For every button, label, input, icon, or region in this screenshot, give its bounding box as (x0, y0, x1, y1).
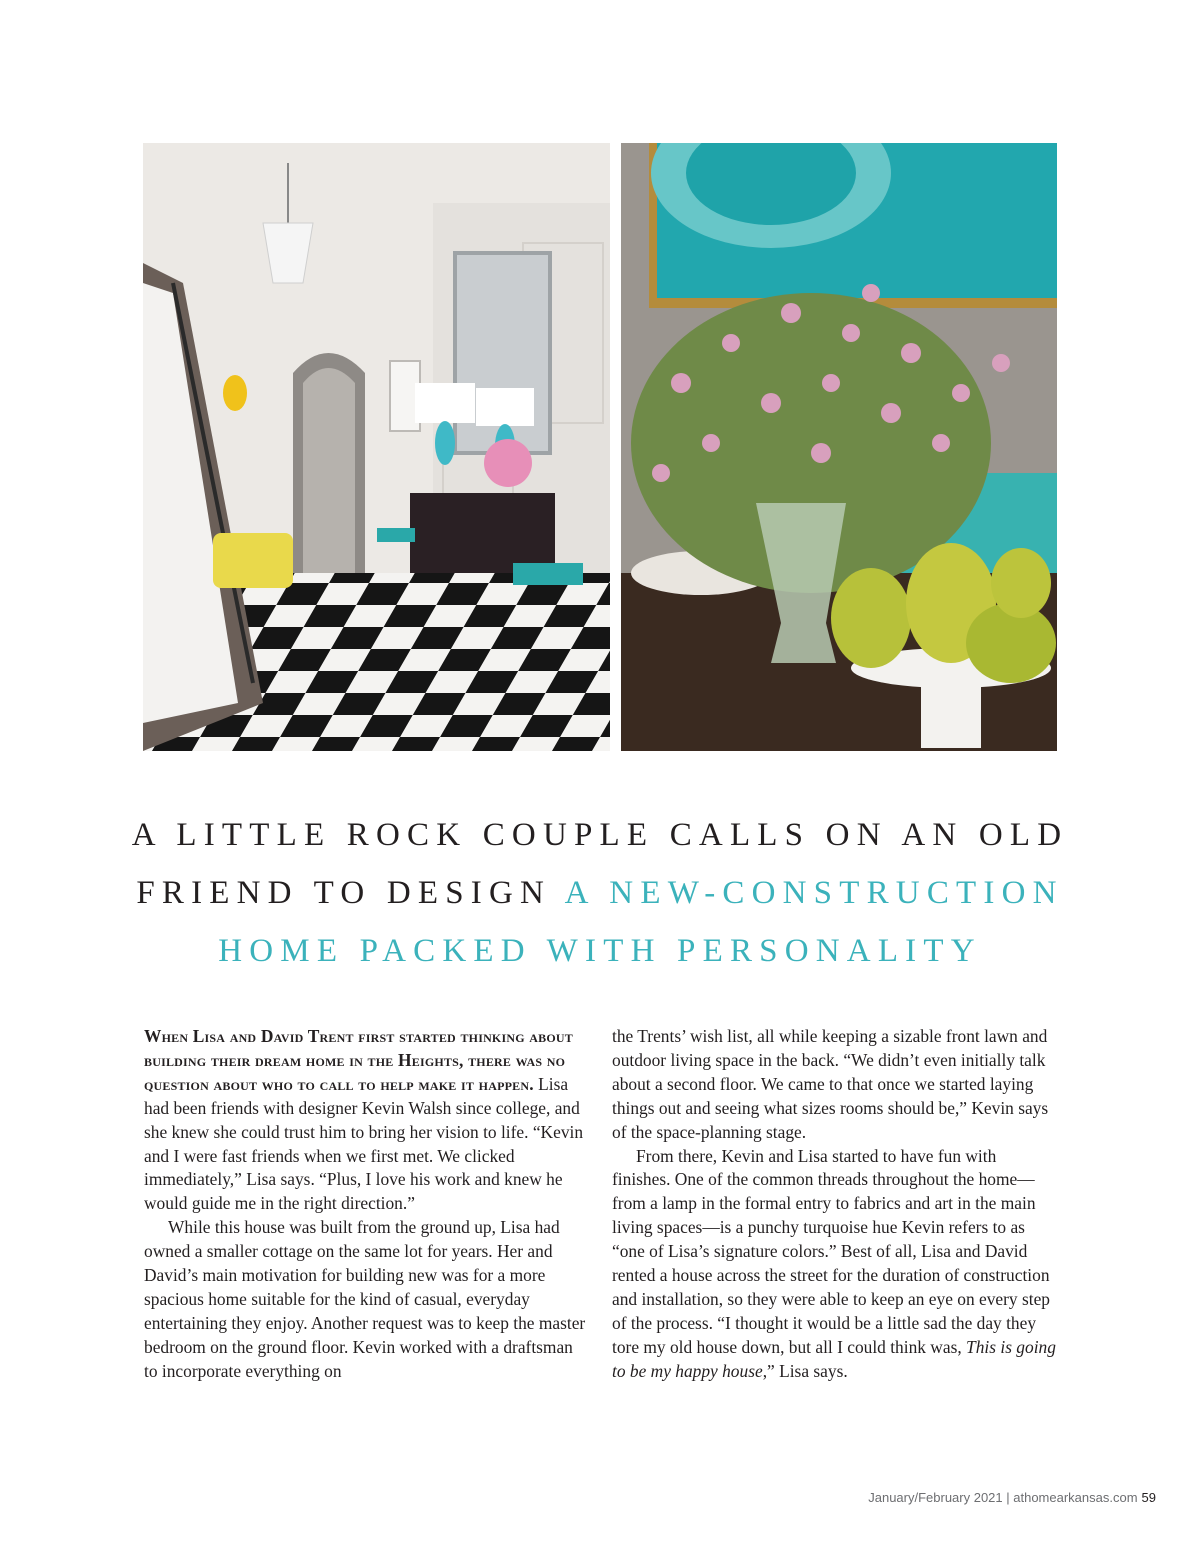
flowers-pears-illustration (621, 143, 1057, 751)
paragraph-text: Lisa had been friends with designer Kevin Walsh since college, and she knew she could trust him to bring her vision to life. “Kevin and I were fast friends when we first met. We clicked immediately,” Lisa says. “Plus, I love his work and knew he would guide me in the right direction.” (144, 1073, 584, 1214)
entry-hall-illustration (143, 143, 610, 751)
italic-quote: This is going to be my happy house (612, 1336, 1056, 1381)
entry-hall-photo (143, 143, 610, 751)
body-paragraph (144, 1025, 590, 1216)
headline-line-2-plain: FRIEND TO DESIGN (136, 875, 565, 911)
flowers-pears-photo (621, 143, 1057, 751)
page-footer (868, 1490, 1156, 1505)
body-paragraph: the Trents’ wish list, all while keeping a sizable front lawn and outdoor living space in the back. “We didn’t even initially talk about a second floor. We came to that once we started laying things out and seeing what sizes rooms should be,” Kevin says of the space-planning stage. (612, 1026, 1049, 1142)
page-number: 59 (1141, 1490, 1156, 1505)
body-column-right (612, 1025, 1058, 1384)
issue-and-website: January/February 2021 | athomearkansas.com (868, 1490, 1138, 1505)
body-paragraph (612, 1145, 1058, 1384)
paragraph-end: ,” Lisa says. (762, 1360, 848, 1381)
body-column-left (144, 1025, 590, 1384)
headline-line-2-accent: A NEW-CONSTRUCTION (564, 875, 1064, 911)
headline-line-2 (120, 864, 1080, 922)
paragraph-text: From there, Kevin and Lisa started to have fun with finishes. One of the common threads throughout the home—from a lamp in the formal entry to fabrics and art in the main living spaces—is a punchy turquoise hue Kevin refers to as “one of Lisa’s signature colors.” Best of all, Lisa and David rented a house across the street for the duration of construction and installation, so they were able to keep an eye on every step of the process. “I thought it would be a little sad the day they tore my old house down, but all I could think was, (612, 1145, 1050, 1357)
article-headline (120, 806, 1080, 980)
headline-line-1: A LITTLE ROCK COUPLE CALLS ON AN OLD (131, 817, 1069, 853)
body-paragraph: While this house was built from the ground up, Lisa had owned a smaller cottage on the same lot for years. Her and David’s main motivation for building new was for a more spacious home suitable for the kind of casual, everyday entertaining they enjoy. Another request was to keep the master bedroom on the ground floor. Kevin worked with a draftsman to incorporate everything on (144, 1217, 586, 1381)
headline-line-3: HOME PACKED WITH PERSONALITY (218, 933, 982, 969)
lead-in: When Lisa and David Trent first started thinking about building their dream home in the Heights, there was no question about who to call to help make it happen. (144, 1026, 573, 1094)
